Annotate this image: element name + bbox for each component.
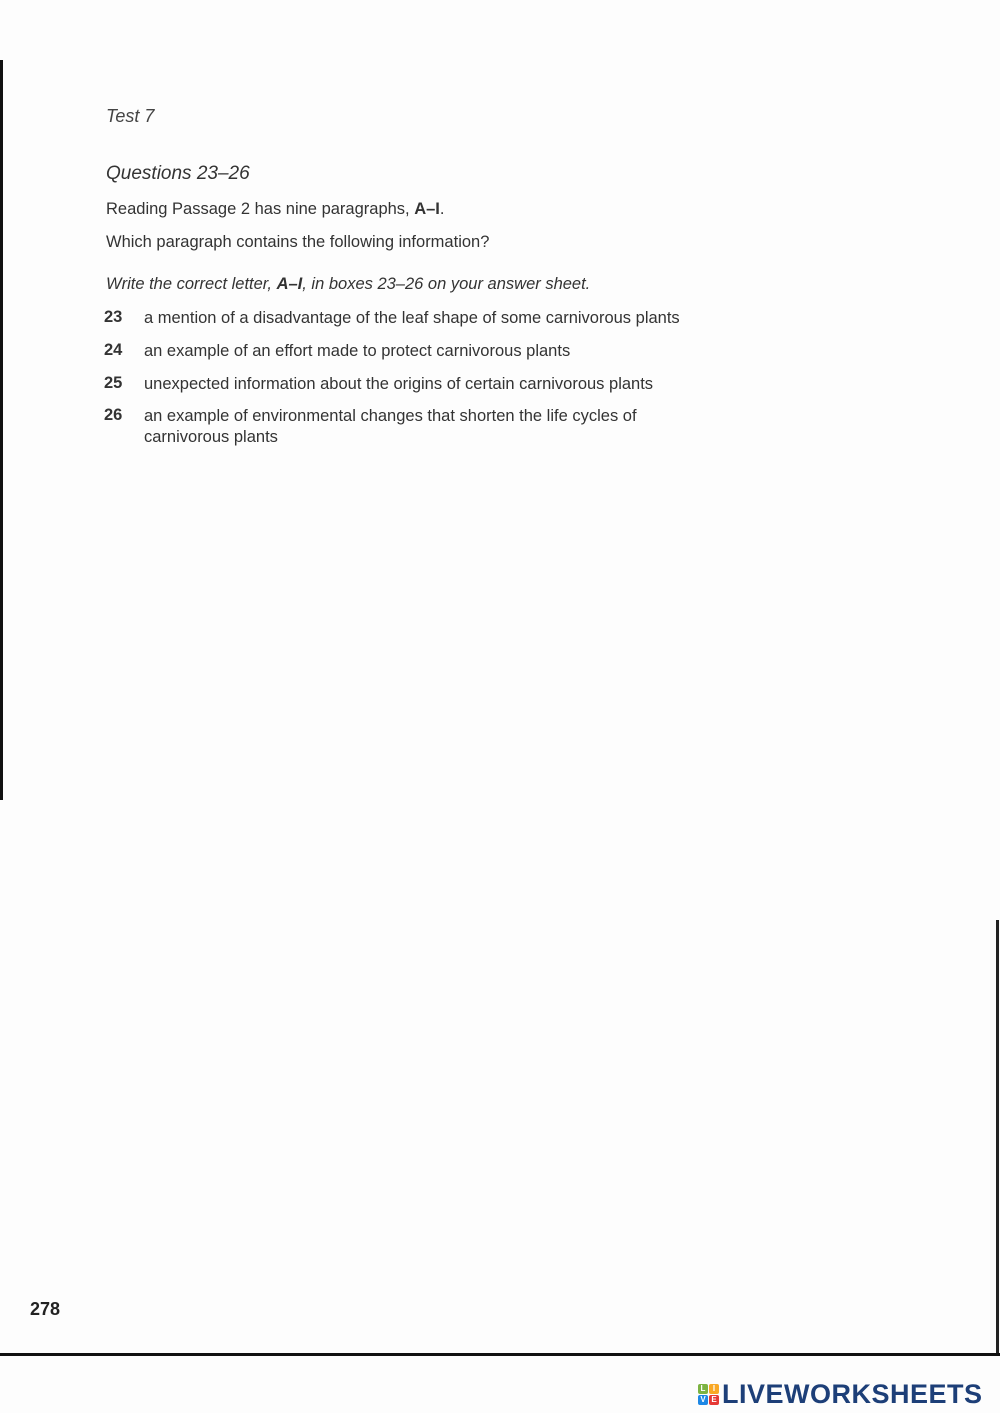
instruction-text [106, 275, 590, 294]
scan-border-bottom [0, 1353, 1000, 1356]
intro-text [106, 200, 445, 219]
section-title: Questions 23–26 [106, 163, 250, 184]
question-text: unexpected information about the origins of certain carnivorous plants [144, 375, 654, 393]
logo-tile: L [698, 1384, 708, 1394]
question-text: an example of an effort made to protect carnivorous plants [144, 342, 571, 360]
instruction-suffix: , in boxes 23–26 on your answer sheet. [302, 275, 591, 293]
question-prompt: Which paragraph contains the following information? [106, 233, 490, 251]
question-number: 24 [104, 341, 123, 359]
instruction-range: A–I [276, 275, 303, 293]
logo-tiles-icon [698, 1384, 719, 1405]
question-number: 23 [104, 308, 123, 326]
logo-tile: I [709, 1384, 719, 1394]
logo-tile: V [698, 1395, 708, 1405]
logo-text: LIVEWORKSHEETS [722, 1379, 983, 1409]
liveworksheets-logo [698, 1379, 983, 1410]
intro-prefix: Reading Passage 2 has nine paragraphs, [106, 200, 415, 218]
intro-suffix: . [439, 200, 445, 218]
intro-range: A–I [414, 200, 440, 218]
question-text: an example of environmental changes that shorten the life cycles of carnivorous plants [144, 407, 637, 446]
question-text: a mention of a disadvantage of the leaf shape of some carnivorous plants [144, 309, 680, 327]
page-number: 278 [30, 1299, 61, 1319]
instruction-prefix: Write the correct letter, [106, 275, 277, 293]
question-number: 26 [104, 406, 123, 424]
scan-border-right [996, 920, 999, 1355]
question-number: 25 [104, 374, 123, 392]
scan-border-left [0, 60, 3, 800]
logo-tile: E [709, 1395, 719, 1405]
test-label: Test 7 [106, 106, 155, 126]
